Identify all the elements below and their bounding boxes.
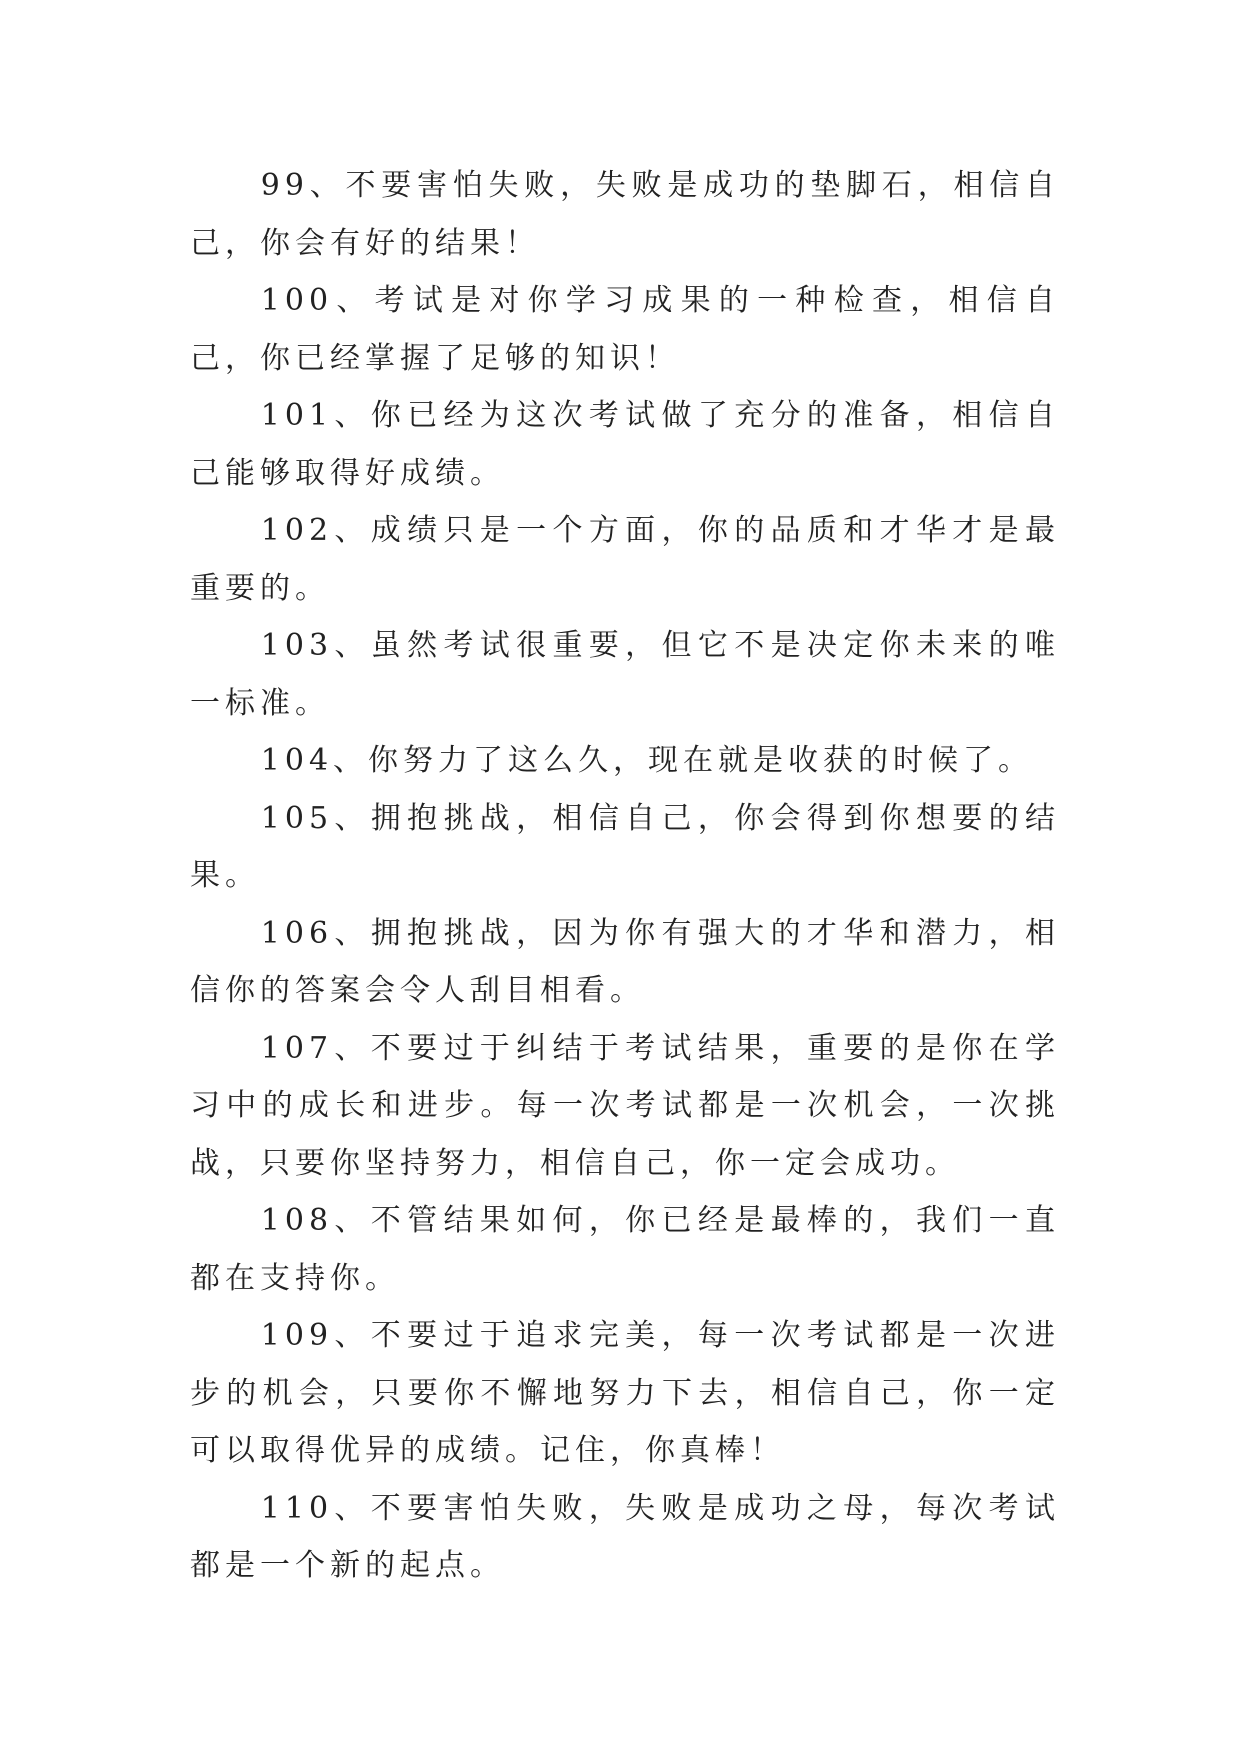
paragraph-107: 107、不要过于纠结于考试结果，重要的是你在学习中的成长和进步。每一次考试都是一次机会，一次挑战，只要你坚持努力，相信自己，你一定会成功。 [190, 1030, 1060, 1181]
paragraph-101: 101、你已经为这次考试做了充分的准备，相信自己能够取得好成绩。 [190, 398, 1060, 491]
paragraph-103: 103、虽然考试很重要，但它不是决定你未来的唯一标准。 [190, 628, 1060, 721]
paragraph-99: 99、不要害怕失败，失败是成功的垫脚石，相信自己，你会有好的结果！ [190, 168, 1060, 261]
paragraph-102: 102、成绩只是一个方面，你的品质和才华才是最重要的。 [190, 513, 1060, 606]
paragraph-110: 110、不要害怕失败，失败是成功之母，每次考试都是一个新的起点。 [190, 1490, 1060, 1583]
paragraph-105: 105、拥抱挑战，相信自己，你会得到你想要的结果。 [190, 800, 1060, 893]
paragraph-108: 108、不管结果如何，你已经是最棒的，我们一直都在支持你。 [190, 1203, 1060, 1296]
paragraph-109: 109、不要过于追求完美，每一次考试都是一次进步的机会，只要你不懈地努力下去，相信自己，你一定可以取得优异的成绩。记住，你真棒！ [190, 1318, 1060, 1468]
paragraph-106: 106、拥抱挑战，因为你有强大的才华和潜力，相信你的答案会令人刮目相看。 [190, 915, 1060, 1008]
paragraph-100: 100、考试是对你学习成果的一种检查，相信自己，你已经掌握了足够的知识！ [190, 283, 1060, 376]
document-body [190, 157, 1060, 1595]
paragraph-104: 104、你努力了这么久，现在就是收获的时候了。 [260, 743, 1034, 778]
